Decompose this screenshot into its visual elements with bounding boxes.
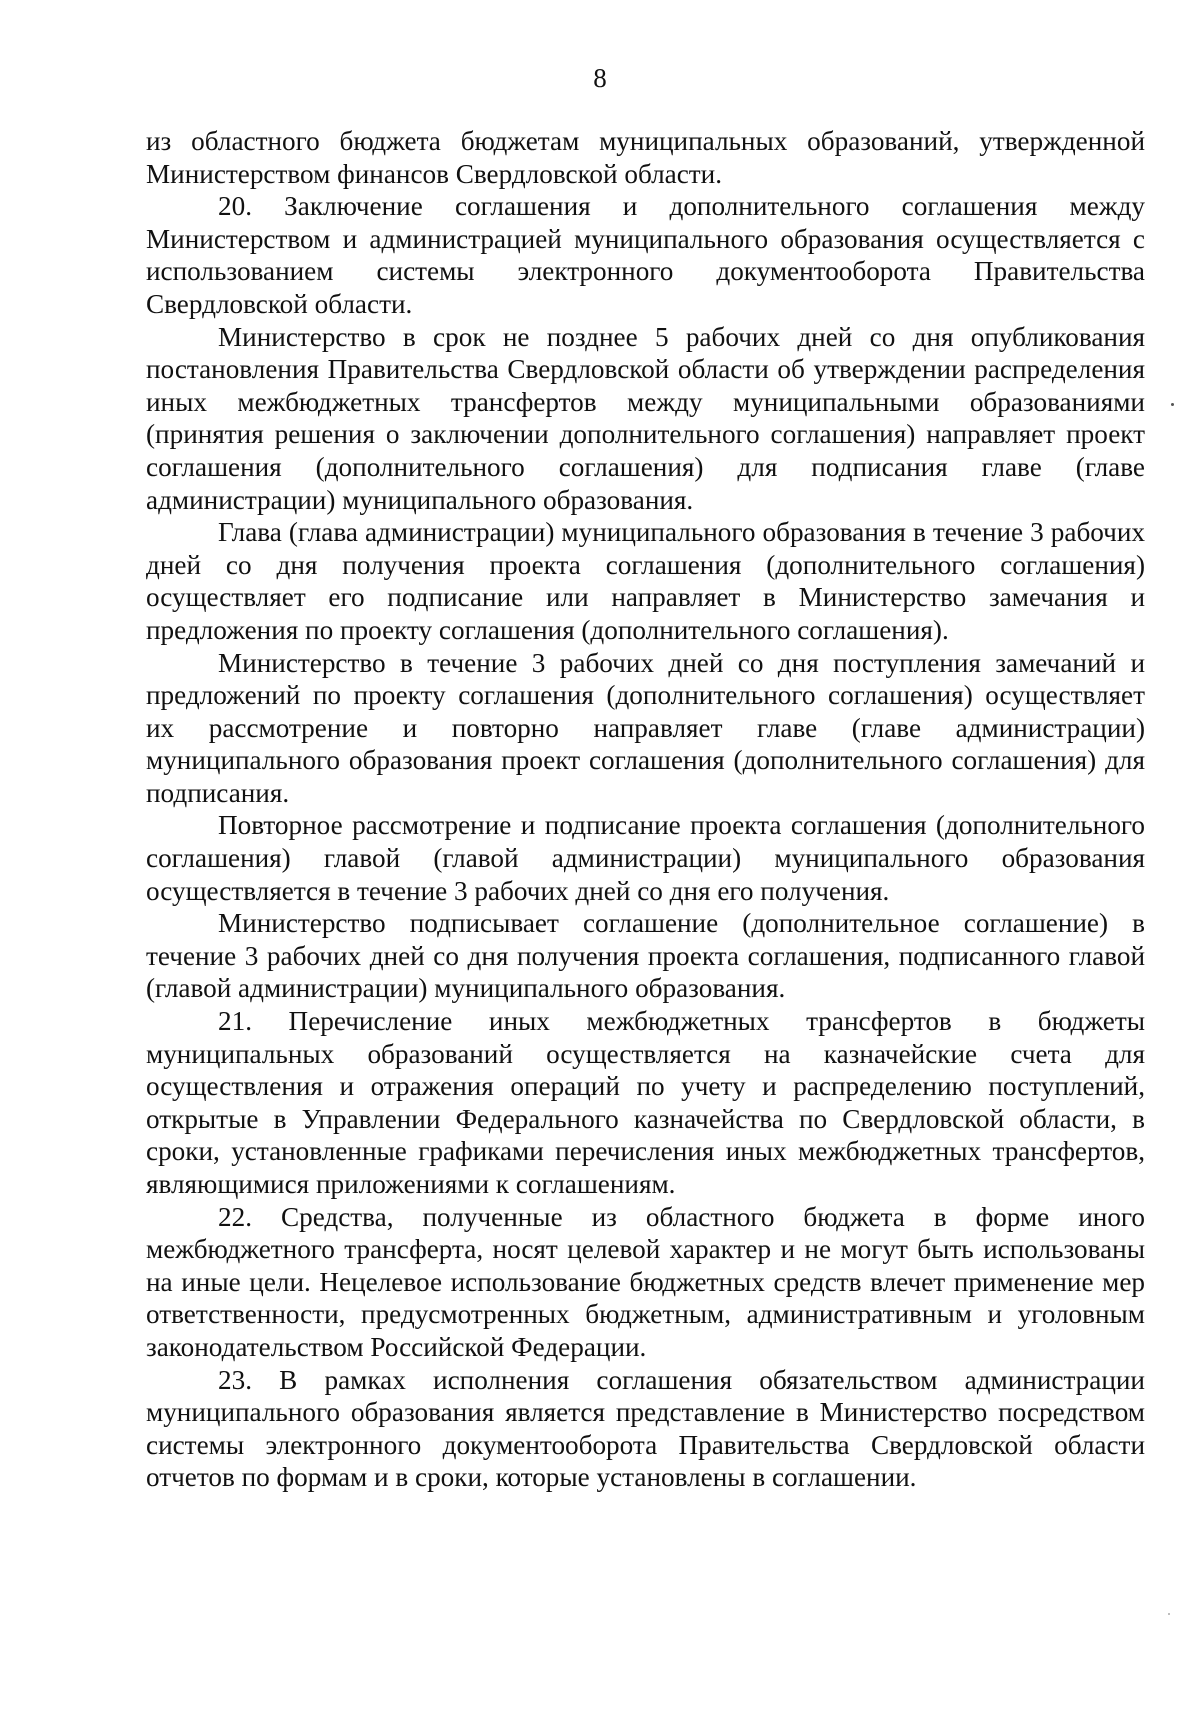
scan-speck	[1168, 1613, 1170, 1615]
paragraph-item-21: 21. Перечисление иных межбюджетных трансфертов в бюджеты муниципальных образований осуществляется на казначейские счета для осуществления и отражения операций по учету и распределению поступлений, открытые в Управлении Федерального казначейства по Свердловской области, в сроки, установленные графиками перечисления иных межбюджетных трансфертов, являющимися приложениями к соглашениям.	[146, 1006, 1145, 1199]
page-number: 8	[593, 63, 607, 93]
paragraph-ministry-deadline: Министерство в срок не позднее 5 рабочих дней со дня опубликования постановления Правительства Свердловской области об утверждении распределения иных межбюджетных трансфертов между муниципальными образованиями (принятия решения о заключении дополнительного соглашения) направляет проект соглашения (дополнительного соглашения) для подписания главе (главе администрации) муниципального образования.	[146, 321, 1145, 515]
paragraph-repeat-review: Повторное рассмотрение и подписание проекта соглашения (дополнительного соглашения) главой (главой администрации) муниципального образования осуществляется в течение 3 рабочих дней со дня его получения.	[146, 810, 1145, 906]
paragraph-head-signing: Глава (глава администрации) муниципального образования в течение 3 рабочих дней со дня получения проекта соглашения (дополнительного соглашения) осуществляет его подписание или направляет в Министерство замечания и предложения по проекту соглашения (дополнительного соглашения).	[146, 517, 1145, 645]
paragraph-item-23: 23. В рамках исполнения соглашения обязательством администрации муниципального образования является представление в Министерство посредством системы электронного документооборота Правительства Свердловской области отчетов по формам и в сроки, которые установлены в соглашении.	[146, 1364, 1145, 1493]
paragraph-ministry-signs: Министерство подписывает соглашение (дополнительное соглашение) в течение 3 рабочих дней со дня получения проекта соглашения, подписанного главой (главой администрации) муниципального образования.	[146, 908, 1145, 1004]
paragraph-item-22: 22. Средства, полученные из областного бюджета в форме иного межбюджетного трансферта, носят целевой характер и не могут быть использованы на иные цели. Нецелевое использование бюджетных средств влечет применение мер ответственности, предусмотренных бюджетным, административным и уголовным законодательством Российской Федерации.	[146, 1201, 1145, 1362]
scan-speck	[1171, 403, 1174, 406]
paragraph-continuation: из областного бюджета бюджетам муниципальных образований, утвержденной Министерством финансов Свердловской области.	[146, 126, 1145, 189]
paragraph-item-20: 20. Заключение соглашения и дополнительного соглашения между Министерством и администрацией муниципального образования осуществляется с использованием системы электронного документооборота Правительства Свердловской области.	[146, 191, 1145, 319]
document-body	[146, 125, 1145, 1494]
paragraph-ministry-review: Министерство в течение 3 рабочих дней со дня поступления замечаний и предложений по проекту соглашения (дополнительного соглашения) осуществляет их рассмотрение и повторно направляет главе (главе администрации) муниципального образования проект соглашения (дополнительного соглашения) для подписания.	[146, 647, 1145, 808]
